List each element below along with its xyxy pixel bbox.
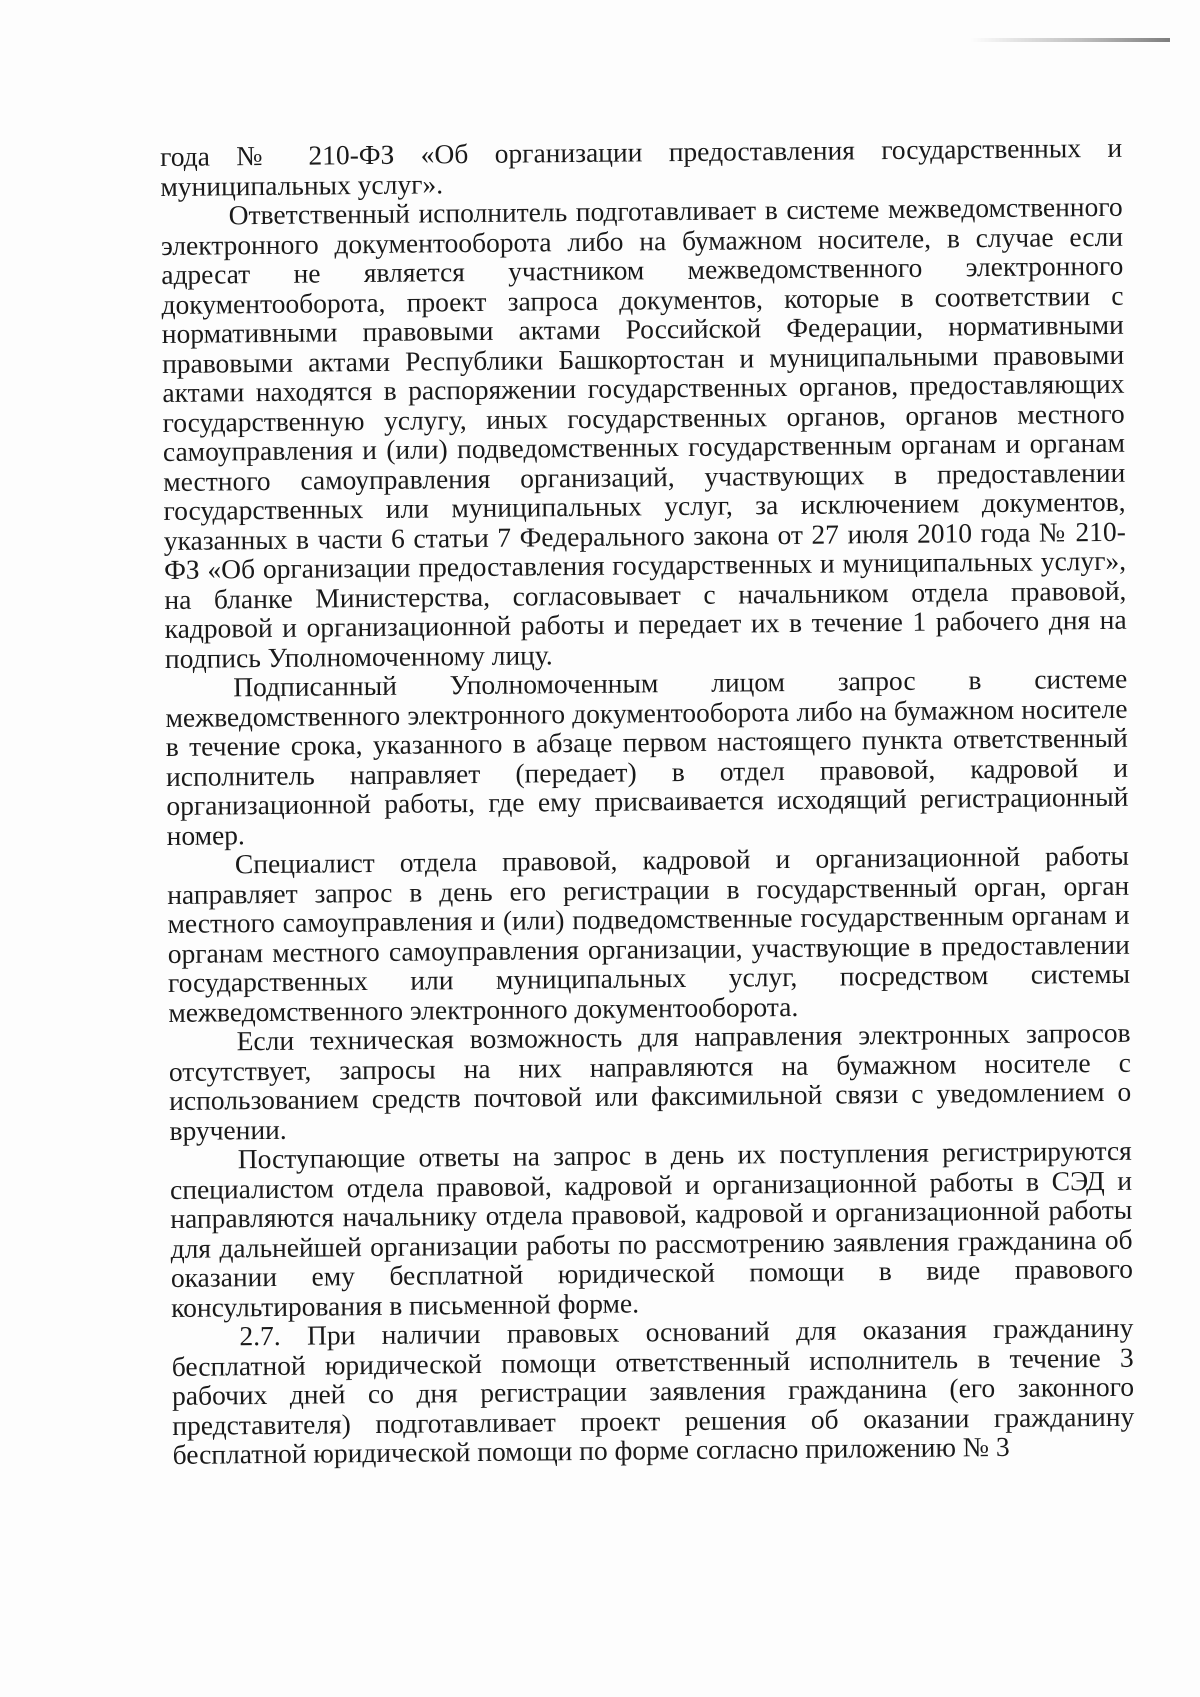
paragraph-3: Подписанный Уполномоченным лицом запрос в системе межведомственного электронного документооборота либо на бумажном носителе в течение срока, указанного в абзаце первом настоящего пункта ответственный исполнитель направляет (передает) в отдел правовой, кадровой и организационной работы, где ему присваивается исходящий регистрационный номер. [165,662,1129,851]
paragraph-4: Специалист отдела правовой, кадровой и организационной работы направляет запрос в день его регистрации в государственный орган, орган местного самоуправления и (или) подведомственные государственным органам и органам местного самоуправления организации, участвующие в предоставлении государственных или муниципальных услуг, посредством системы межведомственного электронного документооборота. [167,839,1131,1028]
paragraph-2: Ответственный исполнитель подготавливает в системе межведомственного электронного документооборота либо на бумажном носителе, в случае если адресат не является участником межведомственного электронного документооборота, проект запроса документов, которые в соответствии с нормативными правовыми актами Российской Федерации, нормативными правовыми актами Республики Башкортостан и муниципальными правовыми актами находятся в распоряжении государственных органов, предоставляющих государственную услугу, иных государственных органов, органов местного самоуправления и (или) подведомственных государственным органам и органам местного самоуправления организаций, участвующих в предоставлении государственных или муниципальных услуг, за исключением документов, указанных в части 6 статьи 7 Федерального закона от 27 июля 2010 года № 210-ФЗ «Об организации предоставления государственных и муниципальных услуг», на бланке Министерства, согласовывает с начальником отдела правовой, кадровой и организационной работы и передает их в течение 1 рабочего дня на подпись Уполномоченному лицу. [160,190,1127,674]
paragraph-5: Если техническая возможность для направления электронных запросов отсутствует, запросы на них направляются на бумажном носителе с использованием средств почтовой или факсимильной связи с уведомлением о вручении. [168,1016,1132,1146]
document-body [160,133,1135,1470]
paragraph-1: года № 210-ФЗ «Об организации предоставления государственных и муниципальных услуг». [159,131,1123,202]
paragraph-6: Поступающие ответы на запрос в день их поступления регистрируются специалистом отдела правовой, кадровой и организационной работы в СЭД и направляются начальнику отдела правовой, кадровой и организационной работы для дальнейшей организации работы по рассмотрению заявления гражданина об оказании ему бесплатной юридической помощи в виде правового консультирования в письменной форме. [169,1134,1134,1323]
paragraph-7: 2.7. При наличии правовых оснований для оказания гражданину бесплатной юридической помощи ответственный исполнитель в течение 3 рабочих дней со дня регистрации заявления гражданина (его законного представителя) подготавливает проект решения об оказании гражданину бесплатной юридической помощи по форме согласно приложению № 3 [171,1311,1135,1470]
scan-artifact [970,38,1170,42]
